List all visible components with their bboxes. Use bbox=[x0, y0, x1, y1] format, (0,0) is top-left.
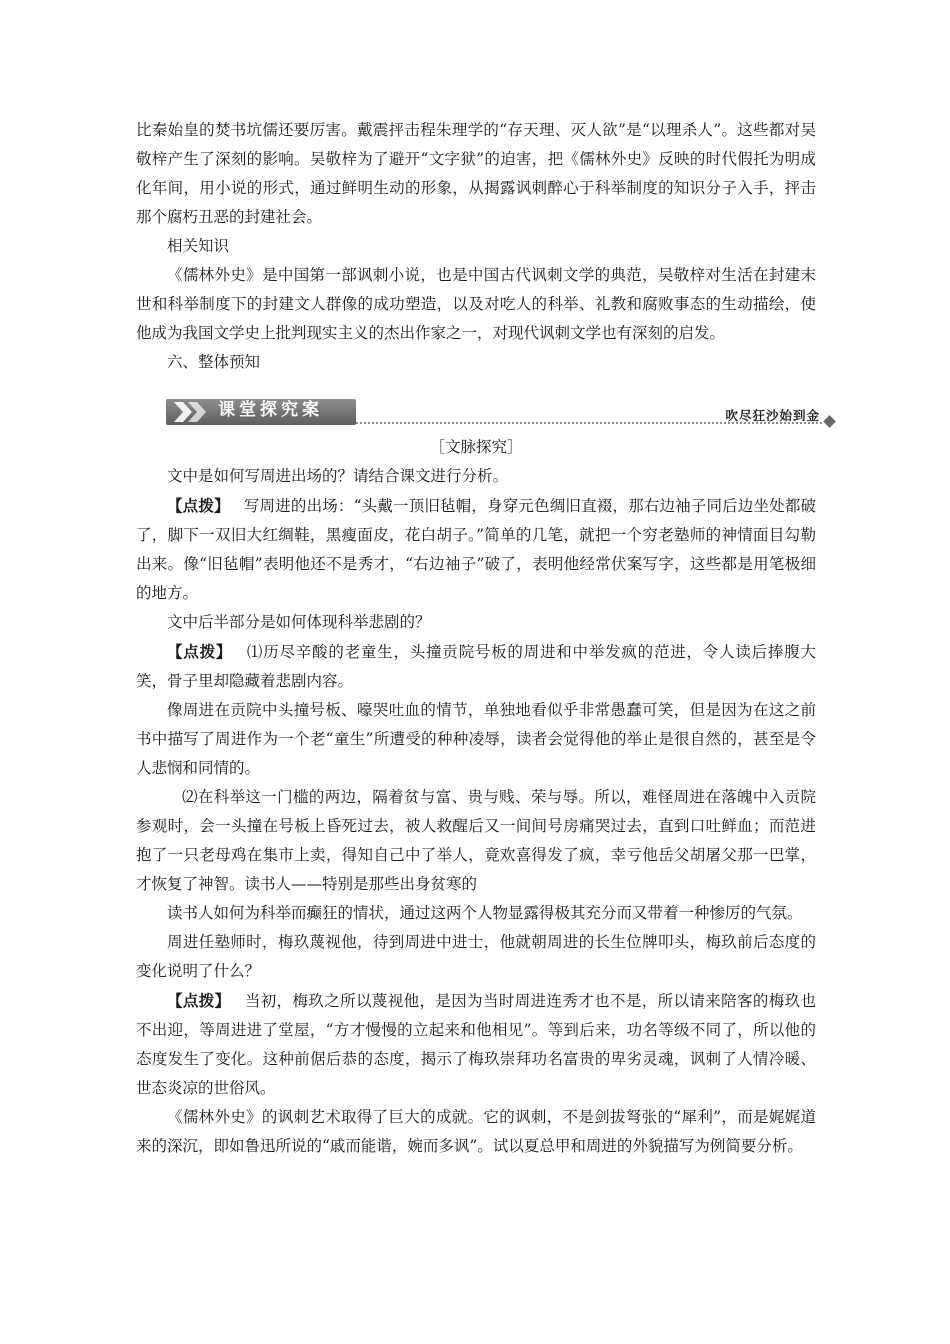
document-body bbox=[136, 116, 820, 1161]
answer-3-text: 当初，梅玖之所以蔑视他，是因为当时周进连秀才也不是，所以请来陪客的梅玖也不出迎，等周进进了堂屋，“方才慢慢的立起来和他相见”。等到后来，功名等级不同了，所以他的态度发生了变化。这种前倨后恭的态度，揭示了梅玖崇拜功名富贵的卑劣灵魂，讽刺了人情冷暖、世态炎凉的世俗风。 bbox=[136, 992, 816, 1097]
answer-3 bbox=[136, 986, 816, 1103]
answer-2 bbox=[136, 637, 816, 696]
answer-2-text: ⑴历尽辛酸的老童生，头撞贡院号板的周进和中举发疯的范进，令人读后捧腹大笑，骨子里却隐藏着悲剧内容。 bbox=[136, 643, 816, 690]
question-4: 《儒林外史》的讽刺艺术取得了巨大的成就。它的讽刺，不是剑拔弩张的“犀利”，而是娓娓道来的深沉，即如鲁迅所说的“戚而能谐，婉而多讽”。试以夏总甲和周进的外貌描写为例简要分析。 bbox=[136, 1108, 816, 1155]
answer-2-paragraph-3: ⑵在科举这一门槛的两边，隔着贫与富、贵与贱、荣与辱。所以，难怪周进在落魄中入贡院参观时，会一头撞在号板上昏死过去，被人救醒后又一间间号房痛哭过去，直到口吐鲜血；而范进抱了一只老母鸡在集市上卖，得知自己中了举人，竟欢喜得发了疯，幸亏他岳父胡屠父那一巴掌，才恢复了神智。读书人——特别是那些出身贫寒的 bbox=[136, 788, 816, 893]
answer-1-text: 写周进的出场：“头戴一顶旧毡帽，身穿元色绸旧直裰，那右边袖子同后边坐处都破了，脚下一双旧大红绸鞋，黑瘦面皮，花白胡子。”简单的几笔，就把一个穷老塾师的神情面目勾勒出来。像“旧毡帽”表明他还不是秀才，“右边袖子”破了，表明他经常伏案写字，这些都是用笔极细的地方。 bbox=[136, 497, 816, 602]
hint-label: 【点拨】 bbox=[167, 991, 231, 1010]
banner-title: 课堂探究案 bbox=[218, 400, 323, 420]
banner-slogan: 吹尽狂沙始到金 bbox=[725, 408, 820, 423]
question-1: 文中是如何写周进出场的？请结合课文进行分析。 bbox=[167, 467, 509, 485]
answer-1 bbox=[136, 491, 816, 608]
question-3: 周进任塾师时，梅玖蔑视他，待到周进中进士，他就朝周进的长生位牌叩头，梅玖前后态度的变化说明了什么？ bbox=[136, 933, 816, 980]
hint-label: 【点拨】 bbox=[167, 496, 230, 515]
diamond-icon bbox=[823, 415, 836, 428]
question-2: 文中后半部分是如何体现科举悲剧的？ bbox=[167, 613, 431, 631]
subheading-related-knowledge: 相关知识 bbox=[167, 237, 230, 255]
section-title: ［文脉探究］ bbox=[429, 438, 523, 456]
paragraph-background: 比秦始皇的焚书坑儒还要厉害。戴震抨击程朱理学的“存天理、灭人欲”是“以理杀人”。这些都对吴敬梓产生了深刻的影响。吴敬梓为了避开“文字狱”的迫害，把《儒林外史》反映的时代假托为明成化年间，用小说的形式，通过鲜明生动的形象，从揭露讽刺醉心于科举制度的知识分子入手，抨击那个腐朽丑恶的封建社会。 bbox=[136, 121, 816, 226]
subheading-overall-preview: 六、整体预知 bbox=[167, 353, 261, 371]
section-banner bbox=[166, 397, 836, 431]
chevron-arrows-icon bbox=[172, 399, 216, 425]
hint-label: 【点拨】 bbox=[167, 642, 233, 661]
paragraph-related-knowledge: 《儒林外史》是中国第一部讽刺小说，也是中国古代讽刺文学的典范，吴敬梓对生活在封建末世和科举制度下的封建文人群像的成功塑造，以及对吃人的科举、礼教和腐败事态的生动描绘，使他成为我国文学史上批判现实主义的杰出作家之一，对现代讽刺文学也有深刻的启发。 bbox=[136, 266, 816, 342]
answer-2-paragraph-4: 读书人如何为科举而癫狂的情状，通过这两个人物显露得极其充分而又带着一种惨厉的气氛。 bbox=[167, 904, 803, 922]
answer-2-paragraph-2: 像周进在贡院中头撞号板、嚎哭吐血的情节，单独地看似乎非常愚蠢可笑，但是因为在这之前书中描写了周进作为一个老“童生”所遭受的种种凌辱，读者会觉得他的举止是很自然的，甚至是令人悲悯和同情的。 bbox=[136, 701, 816, 777]
